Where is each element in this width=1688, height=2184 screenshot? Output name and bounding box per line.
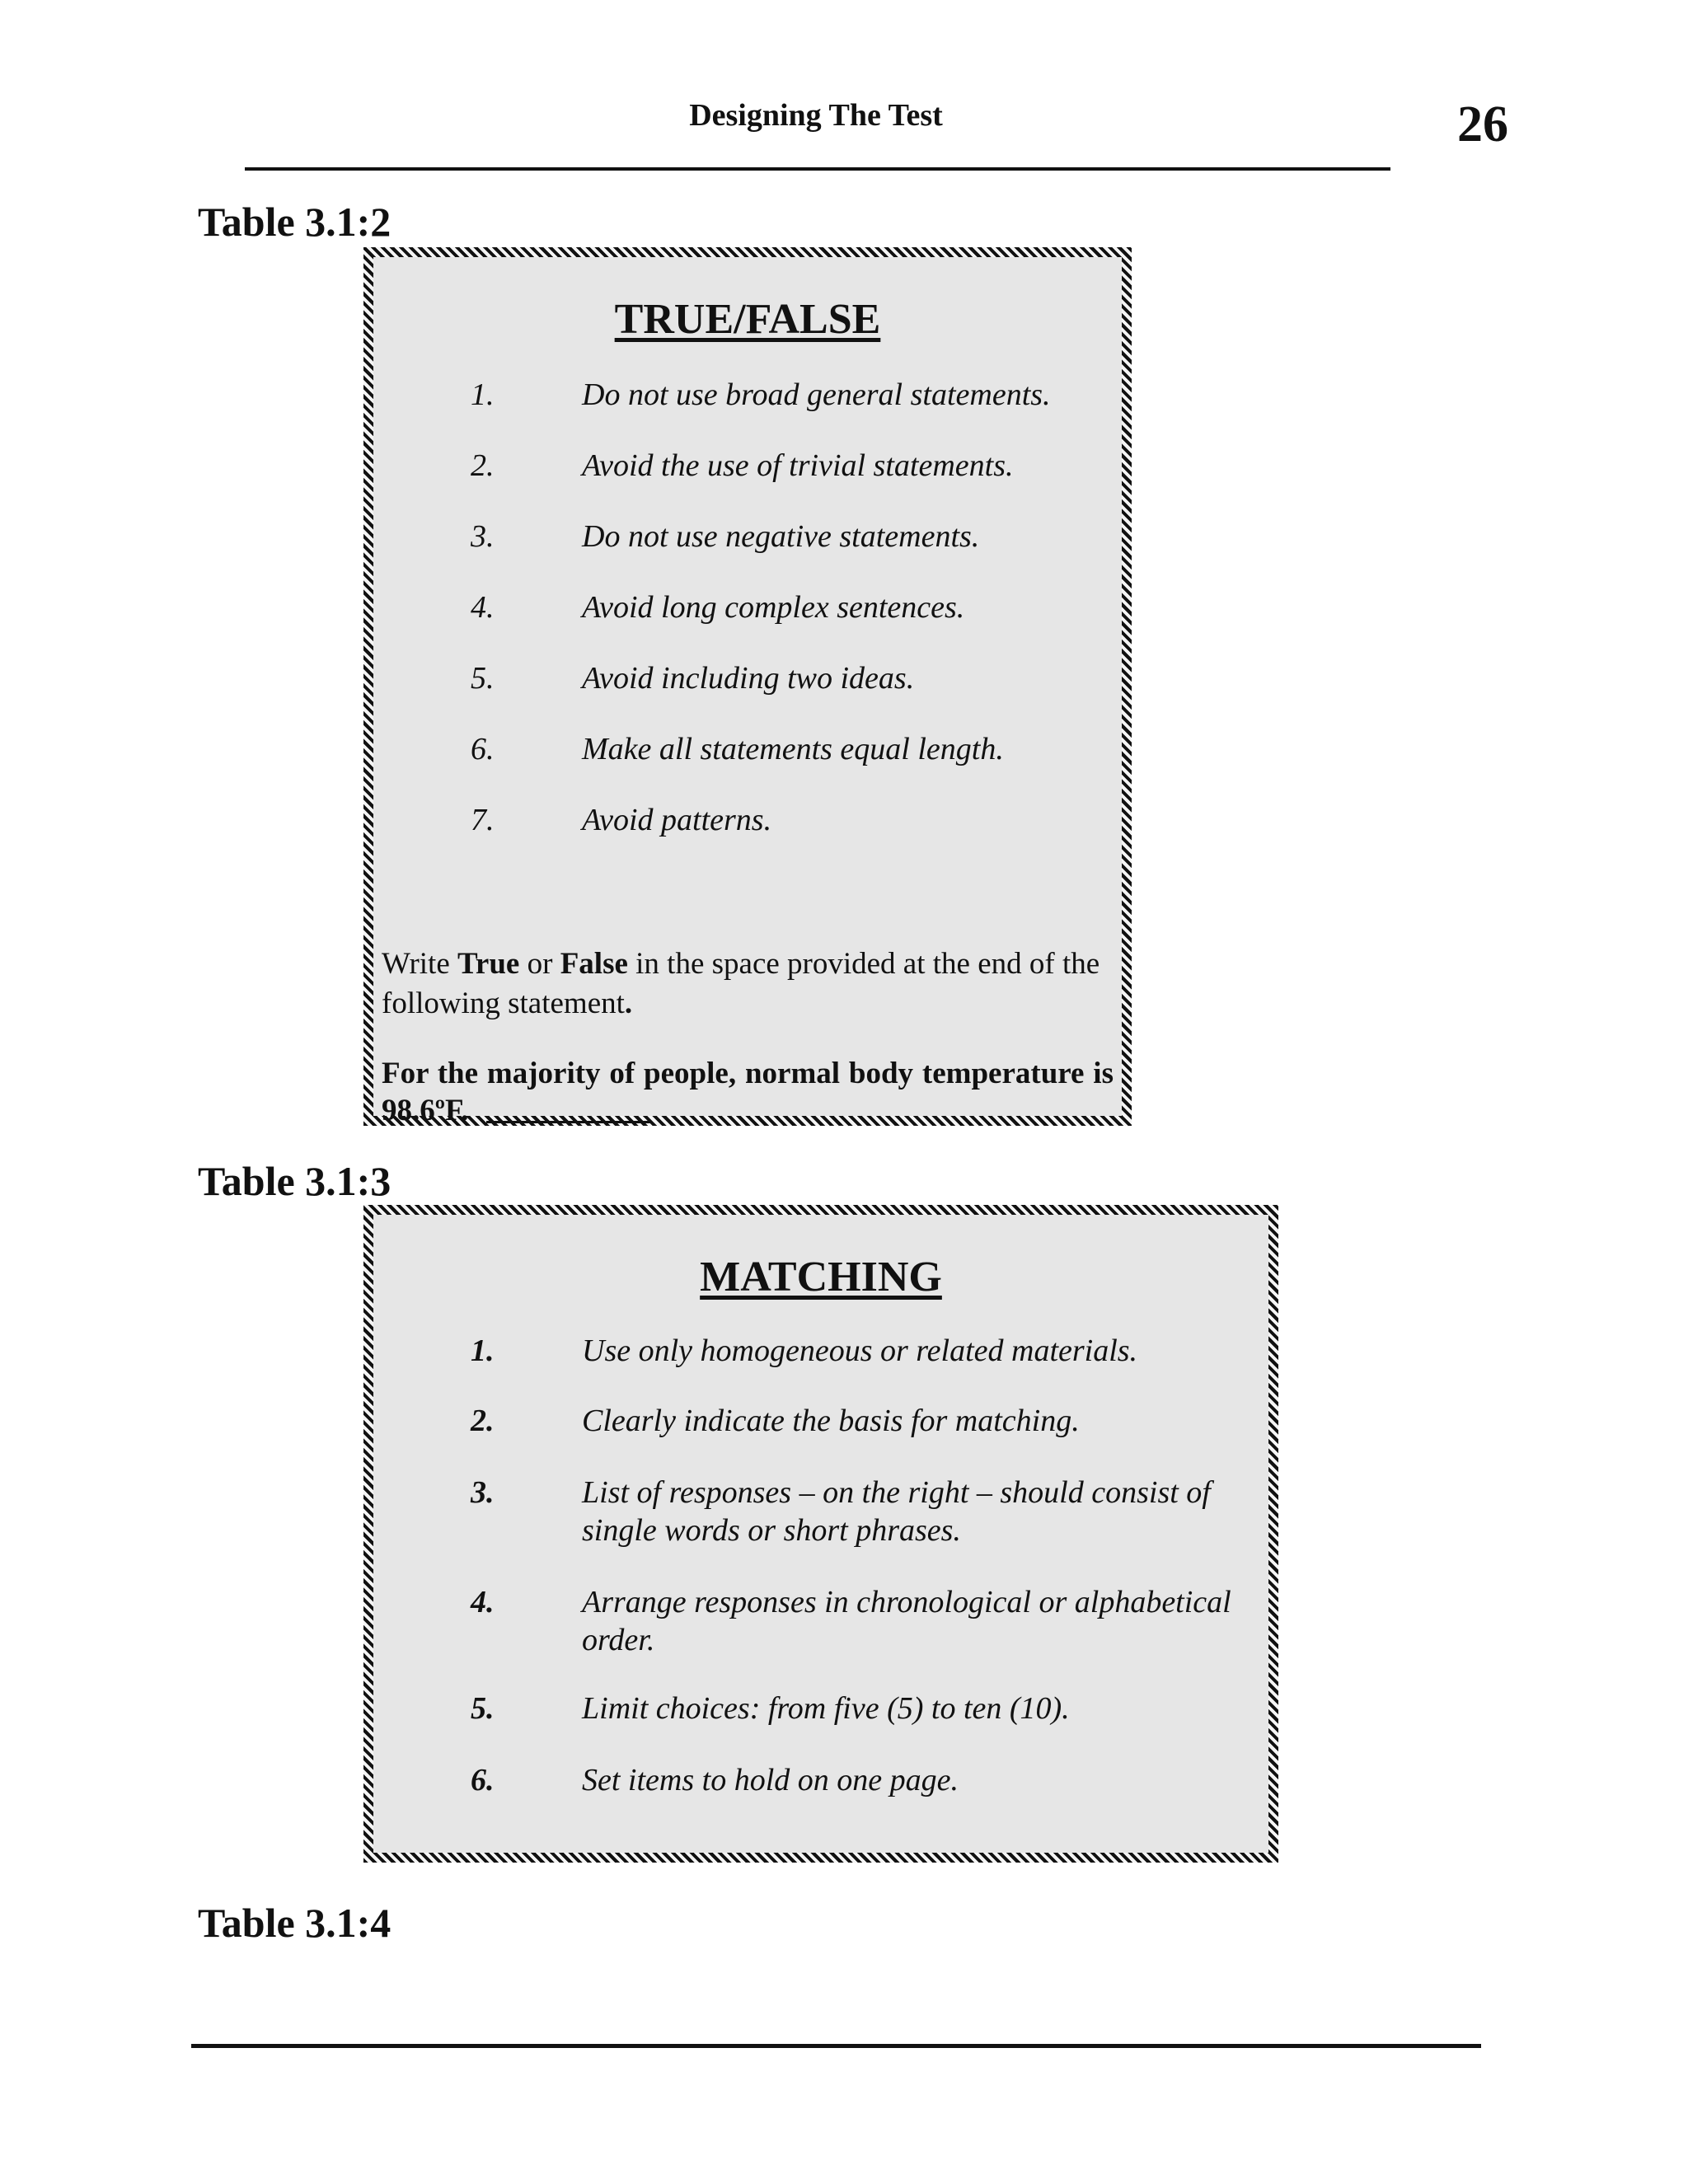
running-head: Designing The Test (689, 98, 943, 133)
true-false-box (363, 247, 1132, 1126)
instruction-part: or (519, 947, 560, 981)
item-number: 1. (471, 1333, 495, 1368)
item-number: 1. (471, 377, 495, 412)
sample-statement (382, 1055, 1114, 1129)
instruction-false-word: False (560, 947, 628, 981)
item-text: Clearly indicate the basis for matching. (582, 1404, 1080, 1438)
footer-rule (191, 2044, 1481, 2048)
item-text: Make all statements equal length. (582, 732, 1004, 766)
box-title: TRUE/FALSE (614, 296, 881, 343)
item-number: 4. (471, 1585, 495, 1619)
table-caption-3-1-2: Table 3.1:2 (198, 199, 392, 245)
instruction-true-word: True (457, 947, 520, 981)
item-text: Do not use negative statements. (582, 519, 980, 554)
item-text: Avoid patterns. (582, 803, 772, 837)
item-text: Set items to hold on one page. (582, 1763, 959, 1797)
item-text: Do not use broad general statements. (582, 377, 1051, 412)
answer-blank (486, 1093, 651, 1123)
item-text: Arrange responses in chronological or alphabetical order. (582, 1585, 1231, 1657)
item-number: 5. (471, 661, 495, 696)
item-text: Avoid the use of trivial statements. (582, 448, 1014, 483)
item-number: 6. (471, 732, 495, 766)
matching-box (363, 1205, 1278, 1863)
table-caption-3-1-3: Table 3.1:3 (198, 1158, 392, 1204)
statement-text: For the majority of people, normal body temperature is 98.6ºF. (382, 1057, 1114, 1127)
item-number: 2. (471, 448, 495, 483)
item-text: List of responses – on the right – should consist of single words or short phrases. (582, 1475, 1211, 1548)
box-title: MATCHING (700, 1254, 942, 1301)
item-number: 7. (471, 803, 495, 837)
table-caption-3-1-4: Table 3.1:4 (198, 1900, 392, 1946)
instruction-part: Write (382, 947, 457, 981)
item-number: 3. (471, 1475, 495, 1510)
item-number: 6. (471, 1763, 495, 1797)
item-number: 2. (471, 1404, 495, 1438)
item-number: 3. (471, 519, 495, 554)
item-text: Avoid long complex sentences. (582, 590, 965, 625)
page-number: 26 (1457, 96, 1508, 152)
item-number: 5. (471, 1691, 495, 1726)
instruction-text (382, 944, 1114, 1024)
instruction-period: . (624, 987, 633, 1020)
item-text: Limit choices: from five (5) to ten (10). (582, 1691, 1070, 1726)
item-text: Avoid including two ideas. (582, 661, 915, 696)
header-rule (245, 167, 1390, 171)
item-text: Use only homogeneous or related materials. (582, 1333, 1138, 1368)
instruction-part: in the space provided at the end of the following statement (382, 947, 1100, 1020)
item-number: 4. (471, 590, 495, 625)
